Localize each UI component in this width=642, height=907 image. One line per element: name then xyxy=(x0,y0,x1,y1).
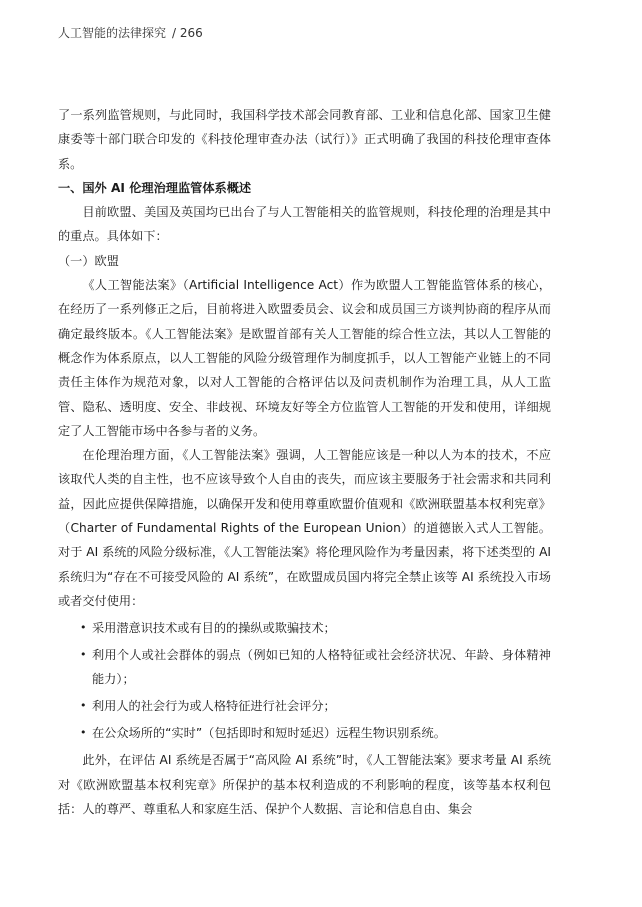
intro-paragraph: 了一系列监管规则，与此同时，我国科学技术部会同教育部、工业和信息化部、国家卫生健康委等十部门联合印发的《科技伦理审查办法（试行）》正式明确了我国的科技伦理审查体系。 xyxy=(58,108,551,171)
eu-paragraph-2: 在伦理治理方面，《人工智能法案》强调，人工智能应该是一种以人为本的技术，不应该取代人类的自主性，也不应该导致个人自由的丧失，而应该主要服务于社会需求和共同利益，因此应提供保障措施，以确保开发和使用尊重欧盟价值观和《欧洲联盟基本权利宪章》（Charter of Fundamental Rights of the European Union）的道德嵌入式人工智能。对于 AI 系统的风险分级标准，《人工智能法案》将伦理风险作为考量因素，将下述类型的 AI 系统归为“存在不可接受风险的 AI 系统”，在欧盟成员国内将完全禁止该等 AI 系统投入市场或者交付使用： xyxy=(58,448,551,608)
prohibited-ai-list xyxy=(58,616,551,745)
eu-paragraph-1: 《人工智能法案》（Artificial Intelligence Act）作为欧盟人工智能监管体系的核心，在经历了一系列修正之后，目前将进入欧盟委员会、议会和成员国三方谈判协商的程序从而确定最终版本。《人工智能法案》是欧盟首部有关人工智能的综合性立法，其以人工智能的概念作为体系原点，以人工智能的风险分级管理作为制度抓手，以人工智能产业链上的不同责任主体作为规范对象，以对人工智能的合格评估以及问责机制作为治理工具，从人工监管、隐私、透明度、安全、非歧视、环境友好等全方位监管人工智能的开发和使用，详细规定了人工智能市场中各参与者的义务。 xyxy=(58,278,551,438)
subsection-heading: （一）欧盟 xyxy=(58,253,119,268)
list-item: • 利用个人或社会群体的弱点（例如已知的人格特征或社会经济状况、年龄、身体精神能力）； xyxy=(58,643,551,692)
section-heading: 一、国外 AI 伦理治理监管体系概述 xyxy=(58,180,252,195)
section-intro-paragraph: 目前欧盟、美国及英国均已出台了与人工智能相关的监管规则，科技伦理的治理是其中的重点。具体如下： xyxy=(58,205,551,244)
list-item: • 在公众场所的“实时”（包括即时和短时延迟）远程生物识别系统。 xyxy=(58,721,551,745)
list-item: • 采用潜意识技术或有目的的操纵或欺骗技术； xyxy=(58,616,551,640)
list-item: • 利用人的社会行为或人格特征进行社会评分； xyxy=(58,694,551,718)
running-header xyxy=(58,24,203,41)
page-number: / 266 xyxy=(172,26,203,40)
page-body xyxy=(58,103,551,821)
book-title: 人工智能的法律探究 xyxy=(58,26,167,40)
eu-paragraph-3: 此外，在评估 AI 系统是否属于“高风险 AI 系统”时，《人工智能法案》要求考量 AI 系统对《欧洲欧盟基本权利宪章》所保护的基本权利造成的不利影响的程度，该等基本权利包括：人的尊严、尊重私人和家庭生活、保护个人数据、言论和信息自由、集会 xyxy=(58,753,551,816)
